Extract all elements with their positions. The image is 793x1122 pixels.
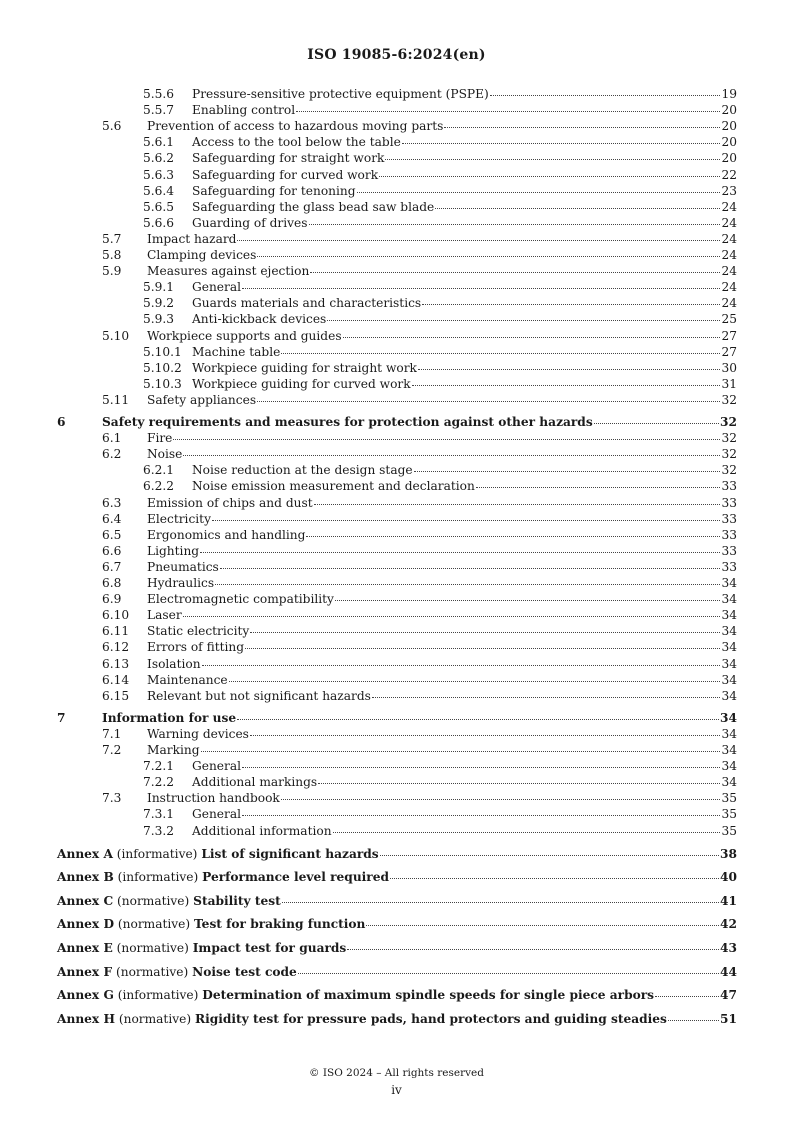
toc-entry-number: 5.10 <box>102 328 130 343</box>
dot-leader <box>242 277 720 289</box>
toc-entry-number: 6.4 <box>102 511 122 526</box>
annex-title: List of significant hazards <box>201 846 379 861</box>
dot-leader <box>306 525 720 537</box>
toc-entry-page: 34 <box>721 775 737 790</box>
toc-entry-page: 34 <box>721 672 737 687</box>
dot-leader <box>229 670 721 682</box>
annex-entry[interactable] <box>0 1011 793 1027</box>
annex-entry[interactable] <box>0 964 793 980</box>
toc-entry-number: 7.3 <box>102 791 122 806</box>
toc-entry-title: Warning devices <box>147 726 249 741</box>
dot-leader <box>298 962 719 974</box>
annex-title: Determination of maximum spindle speeds for single piece arbors <box>202 988 655 1003</box>
toc-entry-number: 7 <box>57 710 66 725</box>
toc-entry-page: 34 <box>721 608 737 623</box>
toc-entry-title: Prevention of access to hazardous moving parts <box>147 119 444 134</box>
toc-entry-title: Marking <box>147 743 200 757</box>
toc-entry-page: 34 <box>721 640 737 655</box>
toc-entry-title: Laser <box>147 608 182 623</box>
annex-entry[interactable] <box>0 987 793 1003</box>
dot-leader <box>215 573 720 585</box>
toc-entry-page: 32 <box>721 431 737 446</box>
toc-entry-title: Maintenance <box>147 672 228 687</box>
toc-entry-page: 34 <box>721 624 737 639</box>
toc-entry-number: 5.6.2 <box>143 151 175 166</box>
toc-entry-number: 5.11 <box>102 392 130 407</box>
toc-entry-number: 7.2 <box>102 743 122 757</box>
toc-entry-title: Additional markings <box>192 775 318 790</box>
annex-type: (normative) <box>117 917 191 932</box>
toc-entry-page: 20 <box>721 135 737 150</box>
toc-entry-number: 6.2.1 <box>143 463 175 478</box>
dot-leader <box>444 116 720 128</box>
annex-title: Test for braking function <box>194 917 366 932</box>
toc-entry-page: 33 <box>721 479 737 494</box>
toc-entry-number: 5.9 <box>102 264 122 279</box>
dot-leader <box>257 245 720 257</box>
toc-entry-title: Safety appliances <box>147 392 257 407</box>
toc-entry-page: 19 <box>721 87 737 101</box>
annex-label: Annex G <box>57 988 114 1003</box>
toc-entry-title: Errors of fitting <box>147 640 245 655</box>
toc-entry-title: Ergonomics and handling <box>147 527 306 542</box>
toc-entry-title: Workpiece guiding for straight work <box>192 360 417 375</box>
toc-entry-title: Instruction handbook <box>147 791 280 806</box>
toc-entry-page: 23 <box>721 183 737 198</box>
dot-leader <box>173 428 720 440</box>
annex-type: (informative) <box>116 846 198 861</box>
toc-entry-number: 6.11 <box>102 624 130 639</box>
annex-entry[interactable] <box>0 846 793 862</box>
annex-title: Performance level required <box>202 870 390 885</box>
toc-entry-page: 20 <box>721 151 737 166</box>
toc-entry-number: 5.10.1 <box>143 344 182 359</box>
dot-leader <box>655 985 719 997</box>
dot-leader <box>242 756 720 768</box>
toc-entry-title: Isolation <box>147 656 201 671</box>
dot-leader <box>343 326 721 338</box>
annex-page: 44 <box>720 964 737 979</box>
dot-leader <box>309 213 721 225</box>
dot-leader <box>220 557 721 569</box>
toc-entry-page: 32 <box>721 463 737 478</box>
copyright-notice: © ISO 2024 – All rights reserved <box>309 1067 484 1079</box>
dot-leader <box>281 788 721 800</box>
dot-leader <box>318 772 720 784</box>
dot-leader <box>594 412 719 424</box>
dot-leader <box>366 914 719 926</box>
annex-page: 40 <box>720 870 737 885</box>
annex-label: Annex B <box>57 870 114 885</box>
dot-leader <box>327 309 720 321</box>
toc-entry-title: Machine table <box>192 344 281 359</box>
toc-entry-number: 6.15 <box>102 688 130 703</box>
toc-entry-number: 6.6 <box>102 543 122 558</box>
toc-entry-title: Pressure-sensitive protective equipment (PSPE) <box>192 87 489 101</box>
dot-leader <box>490 84 721 96</box>
toc-entry-title: Additional information <box>192 823 332 838</box>
toc-entry-number: 5.5.7 <box>143 103 175 118</box>
annex-entry[interactable] <box>0 916 793 932</box>
annex-entry[interactable] <box>0 893 793 909</box>
toc-entry-title: Information for use <box>102 710 237 725</box>
annex-type: (normative) <box>115 964 189 979</box>
toc-entry-title: Safeguarding for straight work <box>192 151 385 166</box>
toc-entry-page: 27 <box>721 344 737 359</box>
toc-entry-number: 5.7 <box>102 231 122 246</box>
toc-entry-page: 24 <box>721 296 737 311</box>
toc-entry-title: Clamping devices <box>147 248 257 262</box>
toc-entry-number: 5.5.6 <box>143 87 175 101</box>
toc-entry-page: 24 <box>721 199 737 214</box>
toc-entry-page: 32 <box>721 392 737 407</box>
annex-type: (normative) <box>117 893 190 908</box>
annex-entry[interactable] <box>0 869 793 885</box>
toc-entry-title: Emission of chips and dust <box>147 495 313 510</box>
dot-leader <box>310 261 720 273</box>
toc-entry-page: 33 <box>721 559 737 574</box>
toc-entry-number: 5.6.5 <box>143 199 175 214</box>
toc-entry-number: 6.2.2 <box>143 479 175 494</box>
toc-entry-number: 6.3 <box>102 495 122 510</box>
toc-entry-page: 22 <box>721 167 737 182</box>
annex-label: Annex D <box>57 917 115 932</box>
toc-entry-title: Safeguarding the glass bead saw blade <box>192 199 435 214</box>
annex-label: Annex E <box>57 941 113 955</box>
dot-leader <box>201 740 721 752</box>
toc-entry-number: 6.10 <box>102 608 130 623</box>
dot-leader <box>333 821 721 833</box>
dot-leader <box>402 132 721 144</box>
toc-entry-title: Electromagnetic compatibility <box>147 592 334 607</box>
toc-entry-title: General <box>192 280 241 295</box>
dot-leader <box>250 724 721 736</box>
toc-entry-page: 34 <box>721 656 737 671</box>
dot-leader <box>476 476 721 488</box>
dot-leader <box>314 493 721 505</box>
dot-leader <box>237 229 720 241</box>
toc-entry-title: Relevant but not significant hazards <box>147 688 371 703</box>
toc-entry-title: Guarding of drives <box>192 215 308 230</box>
toc-entry-title: Workpiece supports and guides <box>147 328 342 343</box>
dot-leader <box>250 621 720 633</box>
annex-label: Annex A <box>57 846 113 861</box>
toc-entry-page: 33 <box>721 543 737 558</box>
dot-leader <box>668 1009 719 1021</box>
toc-entry-number: 6.12 <box>102 640 130 655</box>
toc-entry-number: 5.6.3 <box>143 167 175 182</box>
toc-entry-page: 20 <box>721 103 737 118</box>
toc-entry-number: 7.3.2 <box>143 823 175 838</box>
toc-entry-page: 34 <box>720 710 737 725</box>
dot-leader <box>335 589 721 601</box>
toc-entry-title: Lighting <box>147 543 200 558</box>
dot-leader <box>418 358 721 370</box>
toc-entry-number: 6.8 <box>102 576 122 590</box>
toc-entry-page: 34 <box>721 726 737 741</box>
toc-entry-number: 6.9 <box>102 592 122 607</box>
annex-page: 43 <box>720 941 737 955</box>
annex-page: 42 <box>720 917 737 932</box>
annex-label: Annex F <box>57 964 113 979</box>
toc-entry-page: 27 <box>721 328 737 343</box>
toc-entry-title: General <box>192 759 241 774</box>
annex-page: 51 <box>720 1011 737 1026</box>
toc-entry-page: 35 <box>721 823 737 838</box>
dot-leader <box>245 637 720 649</box>
dot-leader <box>237 708 719 720</box>
toc-entry-title: Safety requirements and measures for protection against other hazards <box>102 415 593 429</box>
toc-entry-page: 32 <box>721 447 737 462</box>
toc-entry-title: Noise reduction at the design stage <box>192 463 413 478</box>
annex-label: Annex H <box>57 1011 115 1026</box>
toc-entry-title: Safeguarding for curved work <box>192 167 379 182</box>
toc-entry-title: Fire <box>147 431 173 446</box>
page-number: iv <box>391 1083 402 1097</box>
dot-leader <box>202 654 721 666</box>
toc-entry-page: 30 <box>721 360 737 375</box>
toc-entry-page: 20 <box>721 119 737 134</box>
annex-title: Impact test for guards <box>192 941 347 955</box>
toc-entry-page: 35 <box>721 807 737 822</box>
toc-entry-number: 5.6.4 <box>143 183 175 198</box>
dot-leader <box>282 891 719 903</box>
toc-entry-page: 24 <box>721 264 737 279</box>
annex-entry[interactable] <box>0 940 793 956</box>
toc-entry-number: 5.6 <box>102 119 122 134</box>
annex-title: Noise test code <box>192 964 297 979</box>
toc-entry-page: 34 <box>721 576 737 590</box>
annex-type: (normative) <box>116 941 189 955</box>
toc-entry-number: 5.10.2 <box>143 360 182 375</box>
toc-entry-title: Workpiece guiding for curved work <box>192 376 411 391</box>
dot-leader <box>422 293 720 305</box>
dot-leader <box>347 938 719 950</box>
toc-entry-number: 6.14 <box>102 672 130 687</box>
annex-page: 41 <box>720 893 737 908</box>
dot-leader <box>372 686 721 698</box>
toc-entry-title: Static electricity <box>147 624 250 639</box>
toc-entry-title: Enabling control <box>192 103 296 118</box>
toc-entry-page: 32 <box>720 415 737 429</box>
toc-entry-title: Pneumatics <box>147 559 219 574</box>
dot-leader <box>257 390 720 402</box>
document-header: ISO 19085-6:2024(en) <box>307 47 486 63</box>
toc-entry-title: Guards materials and characteristics <box>192 296 422 311</box>
toc-entry-number: 6.5 <box>102 527 122 542</box>
dot-leader <box>212 509 721 521</box>
toc-entry-title: Safeguarding for tenoning <box>192 183 356 198</box>
toc-entry-title: Measures against ejection <box>147 264 310 279</box>
toc-entry-page: 24 <box>721 231 737 246</box>
toc-entry-title: General <box>192 807 241 822</box>
toc-entry-number: 5.9.3 <box>143 312 175 327</box>
annex-type: (normative) <box>118 1011 192 1026</box>
toc-entry[interactable] <box>0 392 793 408</box>
toc-entry-title: Hydraulics <box>147 576 215 590</box>
toc-entry-number: 6.1 <box>102 431 122 446</box>
toc-entry-page: 24 <box>721 215 737 230</box>
toc-entry-title: Noise <box>147 447 183 462</box>
dot-leader <box>200 541 720 553</box>
toc-entry-page: 34 <box>721 688 737 703</box>
dot-leader <box>390 867 719 879</box>
toc-entry-title: Noise emission measurement and declaration <box>192 479 475 494</box>
toc-entry-number: 5.6.1 <box>143 135 175 150</box>
toc-entry-number: 5.9.1 <box>143 280 175 295</box>
annex-title: Stability test <box>193 893 281 908</box>
annex-type: (informative) <box>117 988 199 1003</box>
annex-label: Annex C <box>57 893 114 908</box>
dot-leader <box>242 804 720 816</box>
toc-entry-page: 24 <box>721 280 737 295</box>
toc-entry-page: 34 <box>721 743 737 757</box>
toc-entry-title: Electricity <box>147 511 211 526</box>
toc-entry-number: 6.2 <box>102 447 122 462</box>
dot-leader <box>183 444 720 456</box>
dot-leader <box>385 148 720 160</box>
toc-entry-page: 34 <box>721 759 737 774</box>
dot-leader <box>296 100 720 112</box>
toc-entry-page: 31 <box>721 376 737 391</box>
toc-entry-number: 7.3.1 <box>143 807 175 822</box>
toc-entry-number: 7.2.1 <box>143 759 175 774</box>
toc-entry-page: 34 <box>721 592 737 607</box>
annex-title: Rigidity test for pressure pads, hand protectors and guiding steadies <box>194 1011 667 1026</box>
toc-entry-number: 5.6.6 <box>143 215 175 230</box>
dot-leader <box>357 181 721 193</box>
dot-leader <box>380 844 719 856</box>
toc-entry-title: Anti-kickback devices <box>192 312 327 327</box>
dot-leader <box>414 460 721 472</box>
dot-leader <box>379 165 720 177</box>
annex-page: 47 <box>720 988 737 1003</box>
toc-entry-page: 33 <box>721 511 737 526</box>
toc-entry-number: 6 <box>57 415 66 429</box>
toc-entry-page: 33 <box>721 495 737 510</box>
toc-entry-title: Impact hazard <box>147 231 237 246</box>
annex-page: 38 <box>720 846 737 861</box>
toc-entry-page: 25 <box>721 312 737 327</box>
toc-entry-number: 7.2.2 <box>143 775 175 790</box>
dot-leader <box>183 605 721 617</box>
dot-leader <box>281 342 720 354</box>
annex-type: (informative) <box>117 870 199 885</box>
toc-entry-number: 6.7 <box>102 559 122 574</box>
toc-entry-number: 5.8 <box>102 248 122 262</box>
toc-entry-number: 7.1 <box>102 726 122 741</box>
toc-entry-number: 6.13 <box>102 656 130 671</box>
dot-leader <box>412 374 721 386</box>
toc-entry[interactable] <box>0 823 793 839</box>
toc-entry[interactable] <box>0 688 793 704</box>
toc-entry-number: 5.10.3 <box>143 376 182 391</box>
dot-leader <box>435 197 720 209</box>
toc-entry-page: 24 <box>721 248 737 262</box>
toc-entry-title: Access to the tool below the table <box>192 135 401 150</box>
toc-entry-page: 33 <box>721 527 737 542</box>
toc-entry-number: 5.9.2 <box>143 296 175 311</box>
toc-entry-page: 35 <box>721 791 737 806</box>
